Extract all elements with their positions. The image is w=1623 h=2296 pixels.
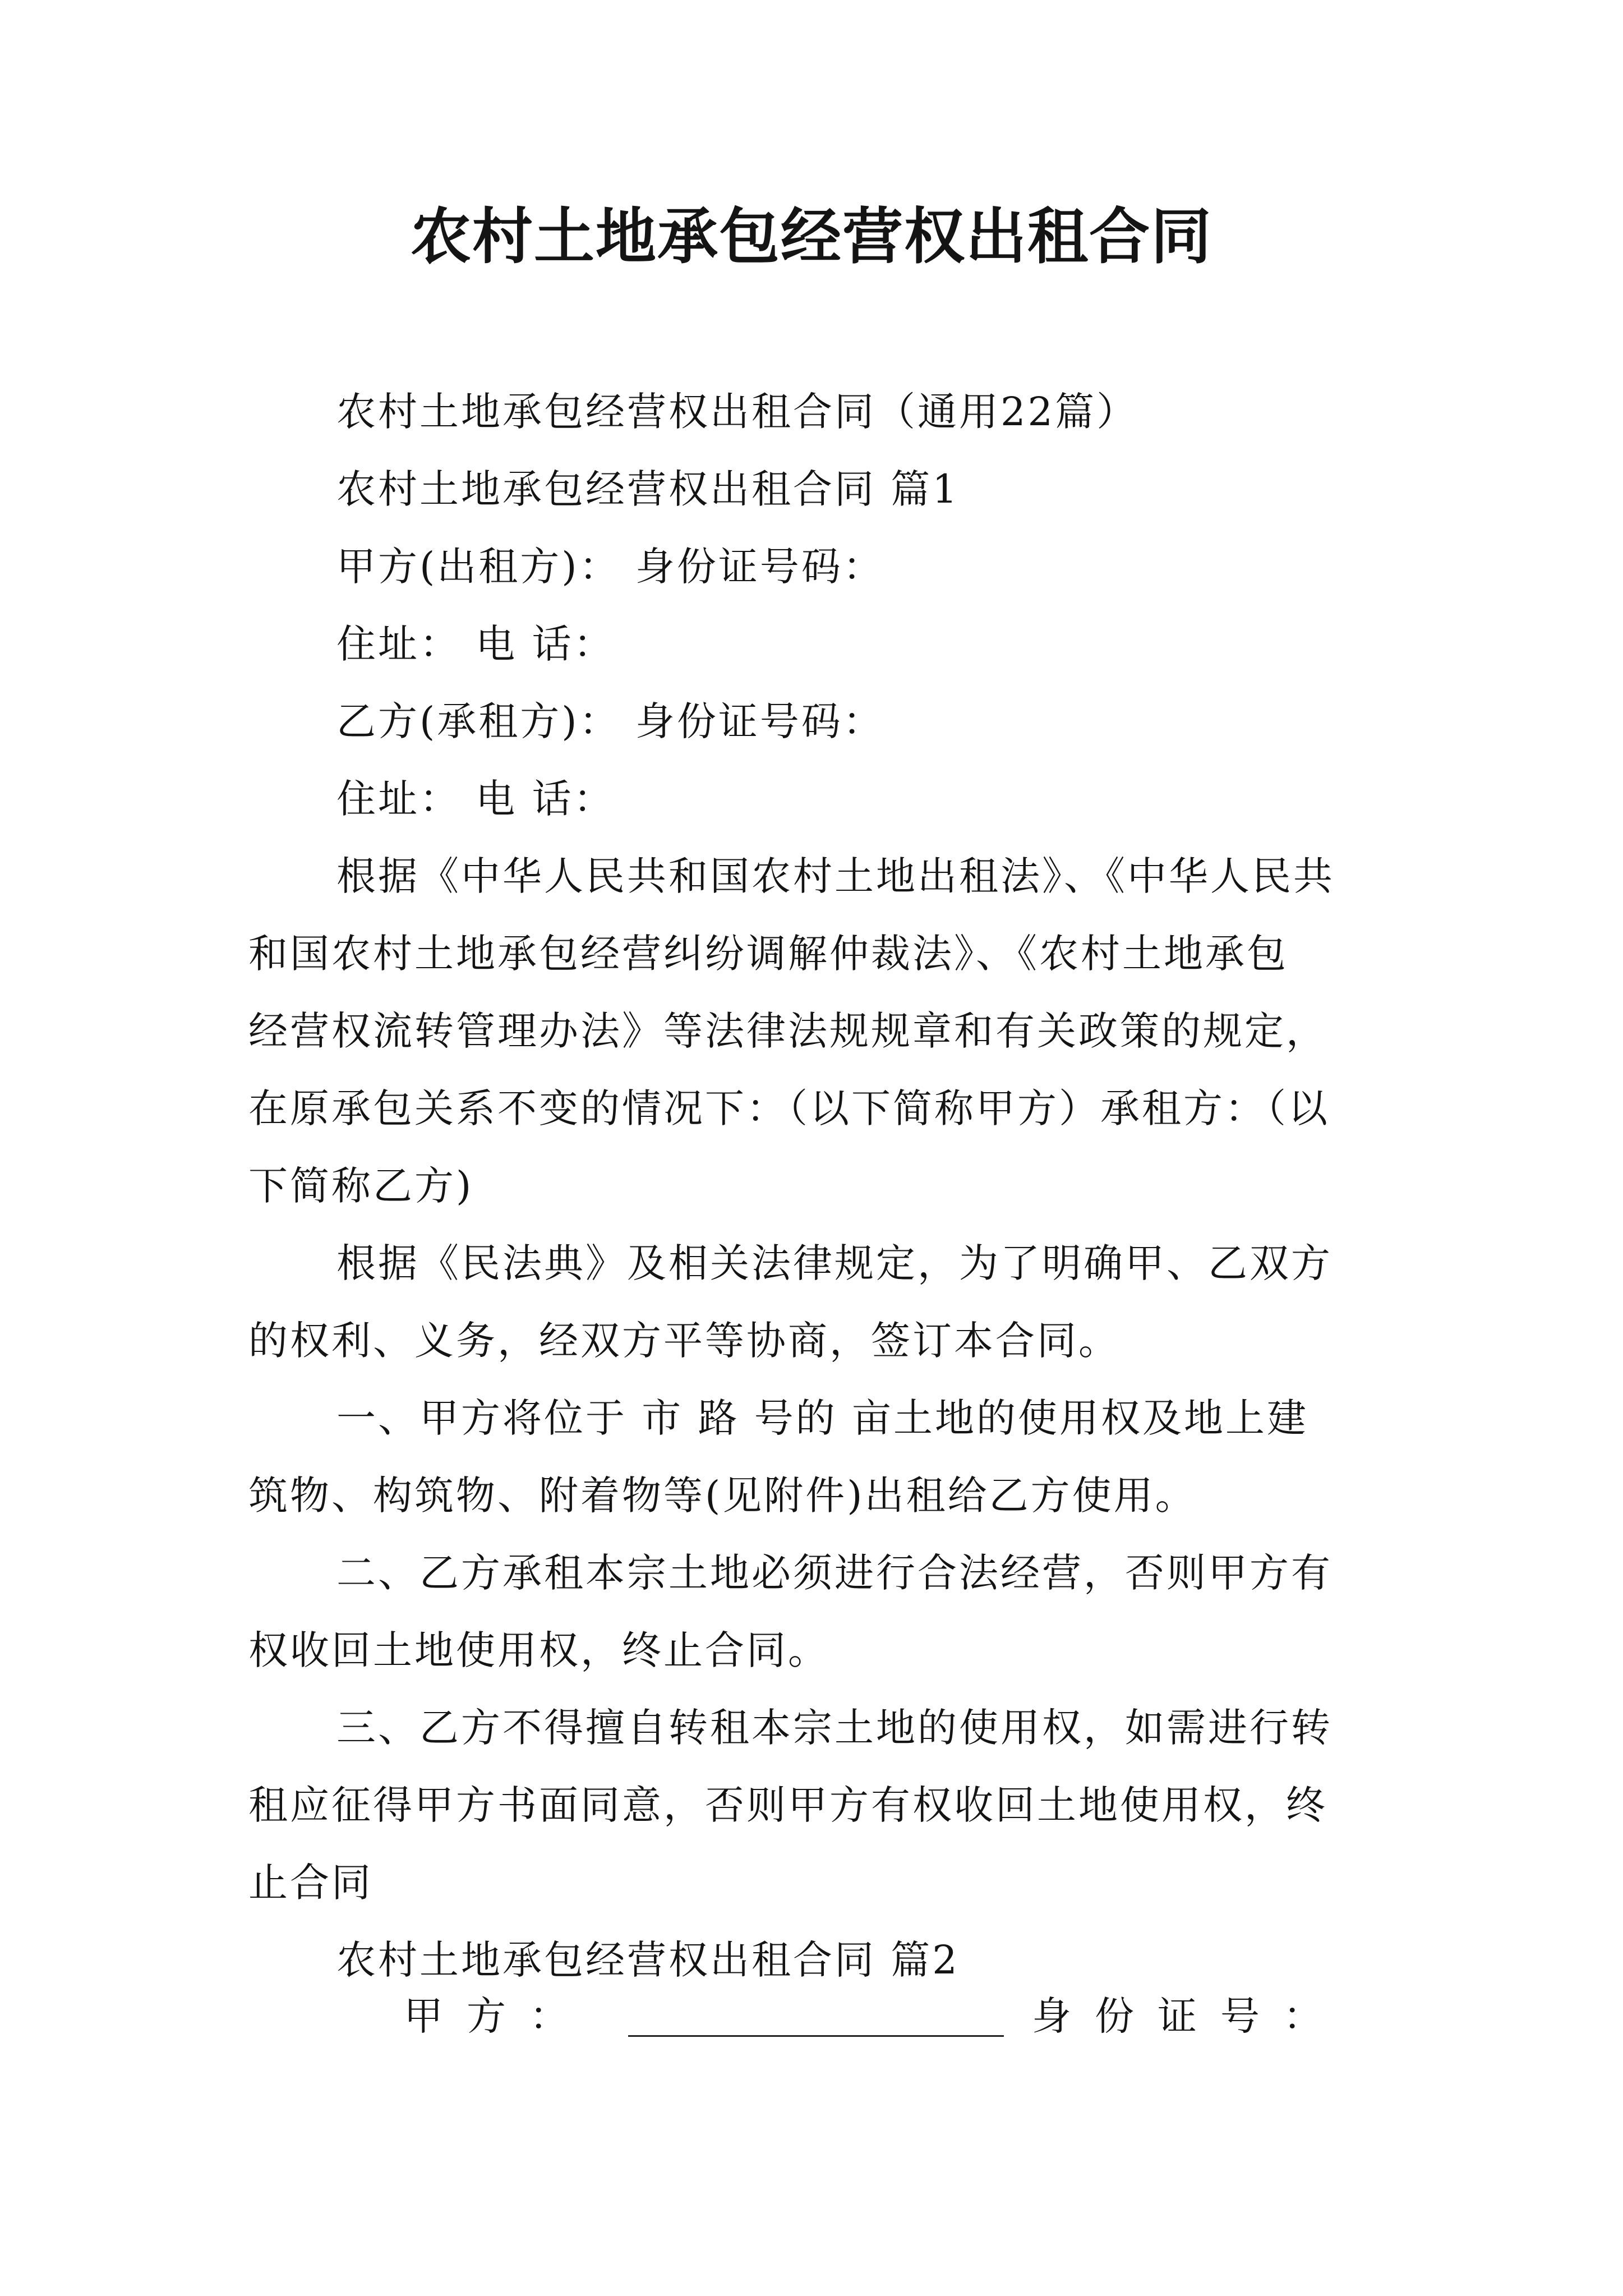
paragraph-line: 经营权流转管理办法》等法律法规规章和有关政策的规定， — [248, 1008, 1327, 1054]
paragraph-line: 根据《民法典》及相关法律规定，为了明确甲、乙双方 — [336, 1240, 1332, 1286]
paragraph-line: 在原承包关系不变的情况下：（以下简称甲方）承租方：（以 — [248, 1085, 1330, 1131]
party-a-label: 甲方： — [404, 1993, 592, 2039]
paragraph-line: 的权利、义务，经双方平等协商，签订本合同。 — [248, 1318, 1120, 1364]
party-a-line: 甲方(出租方)： 身份证号码： — [336, 544, 884, 590]
party-b-address-line: 住址： 电 话： — [336, 776, 615, 822]
clause-3-line: 三、乙方不得擅自转租本宗土地的使用权，如需进行转 — [336, 1705, 1332, 1751]
paragraph-line: 根据《中华人民共和国农村土地出租法》、《中华人民共 — [336, 853, 1335, 899]
section-heading-1: 农村土地承包经营权出租合同 篇1 — [336, 466, 960, 512]
clause-3-line: 止合同 — [248, 1860, 373, 1906]
id-number-label: 身份证号： — [1032, 1993, 1346, 2039]
party-a-row — [404, 1988, 1368, 2044]
clause-1-line: 筑物、构筑物、附着物等(见附件)出租给乙方使用。 — [248, 1473, 1197, 1519]
section-heading-2: 农村土地承包经营权出租合同 篇2 — [336, 1937, 960, 1983]
document-title: 农村土地承包经营权出租合同 — [410, 201, 1212, 272]
paragraph-line: 下简称乙方) — [248, 1163, 474, 1209]
fill-in-blank — [628, 2035, 1004, 2037]
party-b-line: 乙方(承租方)： 身份证号码： — [336, 698, 884, 744]
subtitle-line: 农村土地承包经营权出租合同（通用22篇） — [336, 389, 1138, 435]
paragraph-line: 和国农村土地承包经营纠纷调解仲裁法》、《农村土地承包 — [248, 931, 1288, 977]
party-a-address-line: 住址： 电 话： — [336, 621, 615, 667]
clause-2-line: 权收回土地使用权，终止合同。 — [248, 1627, 829, 1673]
clause-3-line: 租应征得甲方书面同意，否则甲方有权收回土地使用权，终 — [248, 1782, 1327, 1828]
clause-1-line: 一、甲方将位于 市 路 号的 亩土地的使用权及地上建 — [336, 1395, 1309, 1441]
clause-2-line: 二、乙方承租本宗土地必须进行合法经营，否则甲方有 — [336, 1550, 1332, 1596]
